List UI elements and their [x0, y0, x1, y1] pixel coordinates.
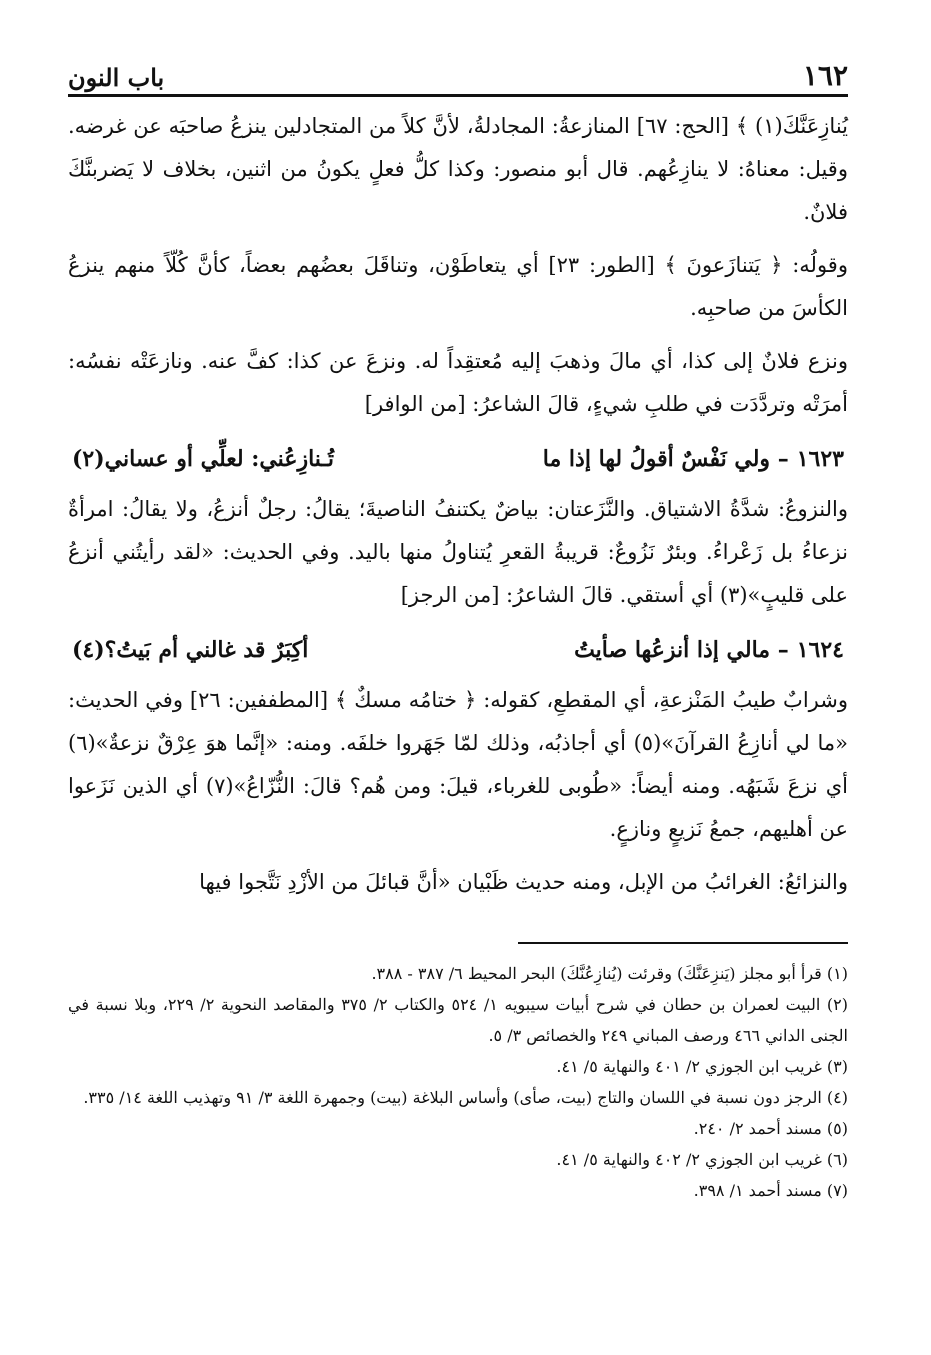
page-header: [68, 48, 848, 92]
verse-1623: [68, 436, 848, 482]
footnote-6: (٦) غريب ابن الجوزي ٢/ ٤٠٢ والنهاية ٥/ ٤١.: [556, 1150, 848, 1169]
footnote-7: (٧) مسند أحمد ١/ ٣٩٨.: [693, 1181, 848, 1200]
verse-number: ١٦٢٤: [796, 637, 844, 663]
footnote-4: (٤) الرجز دون نسبة في اللسان والتاج (بيت، صأى) وأساس البلاغة (بيت) وجمهرة اللغة ٣/ ٩١ وتهذيب اللغة ١٤/ ٣٣٥.: [83, 1088, 848, 1107]
running-title: باب النون: [68, 63, 165, 92]
header-rule: [68, 94, 848, 97]
footnote-3: (٣) غريب ابن الجوزي ٢/ ٤٠١ والنهاية ٥/ ٤١.: [556, 1057, 848, 1076]
footnotes: [68, 958, 848, 1206]
paragraph-5: وشرابٌ طيبُ المَنْزعةِ، أي المقطعِ، كقوله: ﴿ ختامُه مسكٌ ﴾ [المطففين: ٢٦] وفي الحديث: «ما لي أنازِعُ القرآنَ»(٥) أي أجاذبُه، وذلك لمّا جَهَروا خلفَه. ومنه: «إنَّما هوَ عِرْقٌ نزعةٌ»(٦) أي نزعَ شَبَهُه. ومنه أيضاً: «طُوبى للغرباء، قيلَ: ومن هُم؟ قالَ: النُّزّاعُ»(٧) أي الذين نَزَعوا عن أهليهم، جمعُ نَزيعٍ ونازعٍ.: [68, 688, 848, 841]
verse-1624: [68, 627, 848, 673]
paragraph-3: ونزع فلانٌ إلى كذا، أي مالَ وذهبَ إليه مُعتقِداً له. ونزعَ عن كذا: كفَّ عنه. ونازعَتْه نفسُه: أمرَتْه وتردَّدَت في طلبِ شيءٍ، قالَ الشاعرُ: [من الوافر]: [68, 349, 848, 416]
verse-first-text: ولي نَفْسٌ أقولُ لها إذا ما: [542, 446, 771, 472]
main-text: [68, 105, 848, 904]
footnote-1: (١) قرأ أبو مجلز (يَنزِعَنَّكَ) وقرئت (يُنازِعُنَّكَ) البحر المحيط ٦/ ٣٨٧ - ٣٨٨.: [371, 964, 848, 983]
footnote-rule: [518, 942, 848, 944]
page-number: ١٦٢: [802, 59, 848, 92]
verse-first-hemistich: ١٦٢٤– مالي إذا أنزعُها صأيتُ: [574, 637, 844, 663]
paragraph-4: والنزوعُ: شدَّةُ الاشتياق. والنَّزَعتان: بياضٌ يكتنفُ الناصيةَ؛ يقالُ: رجلٌ أنزعُ، ولا يقالُ: امرأةٌ نزعاءُ بل زَعْراءُ. وبئرٌ نَزُوعٌ: قريبةُ القعرِ يُتناولُ منها باليد. وفي الحديث: «لقد رأيتُني أنزعُ على قليبٍ»(٣) أي أستقي. قالَ الشاعرُ: [من الرجز]: [68, 497, 848, 607]
verse-first-text: مالي إذا أنزعُها صأيتُ: [574, 637, 771, 663]
verse-second-hemistich: تُـنازِعُني: لعلِّي أو عساني(٢): [72, 446, 334, 472]
verse-number: ١٦٢٣: [796, 446, 844, 472]
verse-second-hemistich: أكِبَرٌ قد غالني أم بَيتُ؟(٤): [72, 637, 309, 663]
footnote-2: (٢) البيت لعمران بن حطان في شرح أبيات سيبويه ١/ ٥٢٤ والكتاب ٢/ ٣٧٥ والمقاصد النحوية ٢/ ٢٢٩، وبلا نسبة في الجنى الداني ٤٦٦ ورصف المباني ٢٤٩ والخصائص ٣/ ٥.: [68, 995, 848, 1045]
paragraph-6: والنزائعُ: الغرائبُ من الإبل، ومنه حديث ظَبْيان «أنَّ قبائلَ من الأزْدِ نَتَّجوا فيها: [199, 870, 848, 894]
book-page: [68, 48, 848, 1206]
paragraph-2: وقولُه: ﴿ يَتنازَعونَ ﴾ [الطور: ٢٣] أي يتعاطَوْن، وتناقَلَ بعضُهم بعضاً، كأنَّ كُلّاً منهم ينزعُ الكأسَ من صاحبِه.: [68, 253, 848, 320]
verse-first-hemistich: ١٦٢٣– ولي نَفْسٌ أقولُ لها إذا ما: [542, 446, 844, 472]
footnote-5: (٥) مسند أحمد ٢/ ٢٤٠.: [693, 1119, 848, 1138]
paragraph-1: يُنازِعَنَّكَ(١) ﴾ [الحج: ٦٧] المنازعةُ: المجادلةُ، لأنَّ كلاً من المتجادلين ينزعُ صاحبَه عن غرضه. وقيل: معناهُ: لا ينازِعُهم. قال أبو منصور: وكذا كلُّ فعلٍ يكونُ من اثنين، بخلاف لا يَضربنَّكَ فلانٌ.: [68, 114, 848, 224]
